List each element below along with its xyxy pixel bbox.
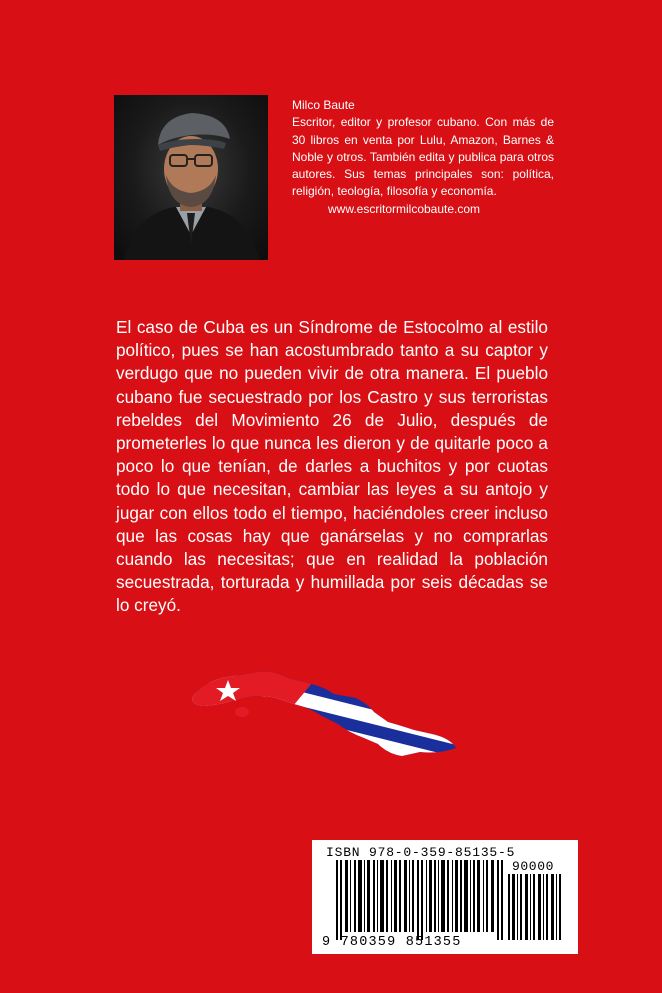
cuba-flag-map (188, 664, 460, 764)
author-photo (114, 95, 268, 260)
author-bio-block (292, 97, 554, 218)
barcode-bars (336, 860, 504, 940)
author-portrait (114, 95, 268, 260)
ean-digits: 9 780359 851355 (322, 935, 462, 950)
author-name: Milco Baute (292, 98, 355, 112)
author-website[interactable]: www.escritormilcobaute.com (328, 201, 481, 216)
isbn-barcode (312, 840, 578, 954)
isbn-label: ISBN 978-0-359-85135-5 (326, 845, 516, 860)
barcode-addon-bars (508, 874, 564, 940)
author-bio: Escritor, editor y profesor cubano. Con más de 30 libros en venta por Lulu, Amazon, Barnes & Noble y otros. También edita y publica para otros autores. Sus temas principales son: política, religión, teología, filosofía y economía. (292, 115, 554, 199)
back-cover-blurb: El caso de Cuba es un Síndrome de Estocolmo al estilo político, pues se han acostumbrado tanto a su captor y verdugo que no pueden vivir de otra manera. El pueblo cubano fue secuestrado por los Castro y sus terroristas rebeldes del Movimiento 26 de Julio, después de prometerles lo que nunca les dieron y de quitarle poco a poco lo que tenían, de darles a buchitos y por cuotas todo lo que necesitan, cambiar las leyes a su antojo y jugar con ellos todo el tiempo, haciéndoles creer incluso que las cosas hay que ganárselas y no comprarlas cuando las necesitas; que en realidad la población secuestrada, torturada y humillada por seis décadas se lo creyó. (116, 317, 548, 616)
price-code: 90000 (512, 859, 555, 874)
cuba-flag-map-illustration (188, 664, 460, 764)
